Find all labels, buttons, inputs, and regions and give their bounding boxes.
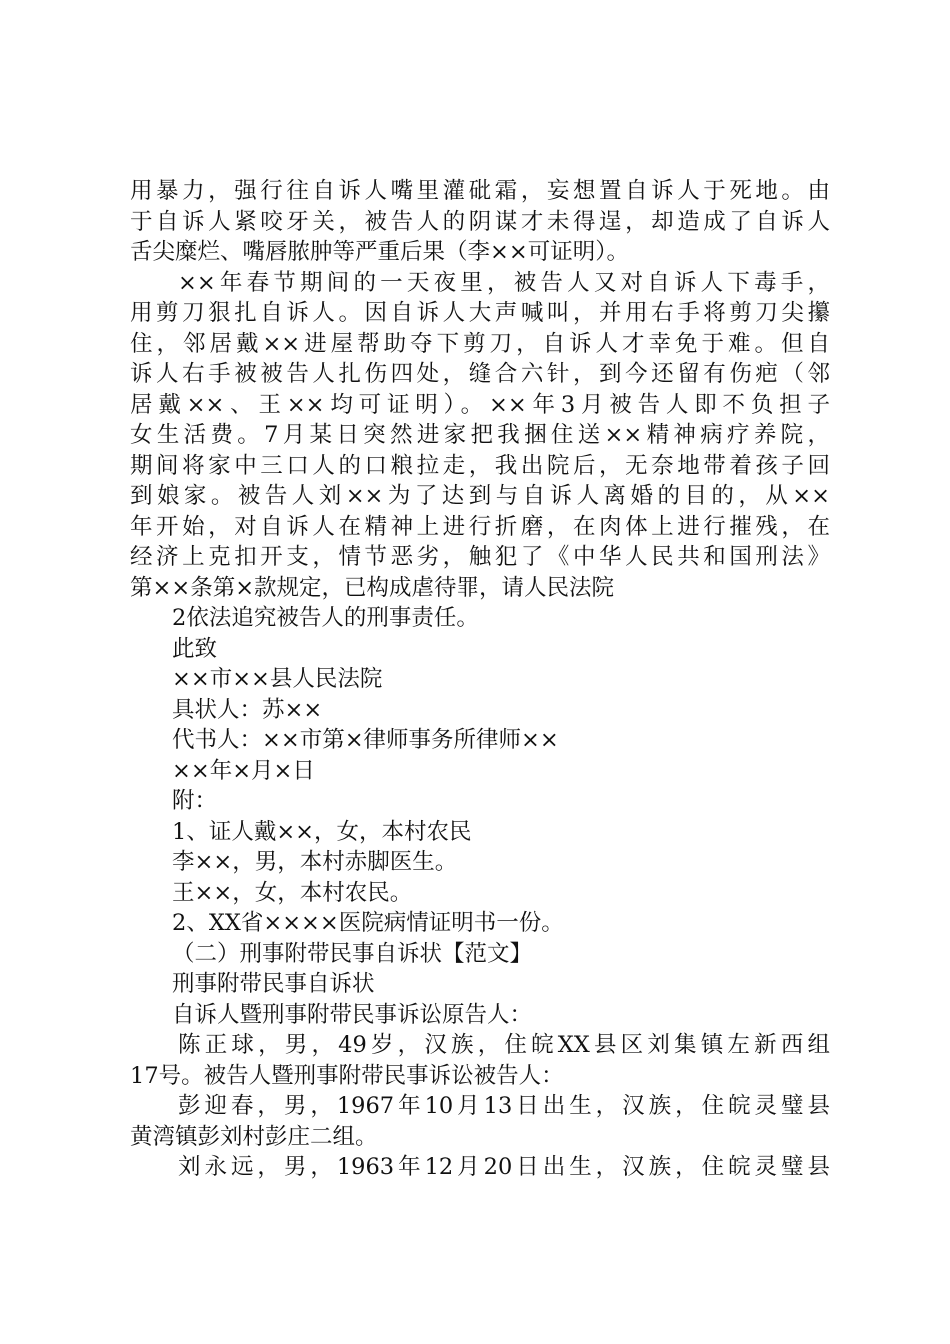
text-line: 年开始，对自诉人在精神上进行折磨，在肉体上进行摧残，在 <box>130 513 830 540</box>
text-line: 于自诉人紧咬牙关，被告人的阴谋才未得逞，却造成了自诉人 <box>130 208 830 235</box>
text-line: ××年春节期间的一天夜里，被告人又对自诉人下毒手， <box>178 269 830 296</box>
text-line: 2依法追究被告人的刑事责任。 <box>172 605 479 631</box>
text-line: 陈正球，男，49岁，汉族，住皖XX县区刘集镇左新西组 <box>178 1032 830 1058</box>
text-line: 住，邻居戴××进屋帮助夺下剪刀，自诉人才幸免于难。但自 <box>130 330 830 357</box>
text-line: 具状人：苏×× <box>172 696 323 723</box>
text-line: 17号。被告人暨刑事附带民事诉讼被告人： <box>130 1062 564 1089</box>
text-line: 女生活费。7月某日突然进家把我捆住送××精神病疗养院， <box>130 422 830 448</box>
text-line: 此致 <box>172 635 218 662</box>
text-line: 代书人：××市第×律师事务所律师×× <box>172 727 559 753</box>
text-line: 刑事附带民事自诉状 <box>172 971 375 997</box>
text-line: 用暴力，强行往自诉人嘴里灌砒霜，妄想置自诉人于死地。由 <box>130 178 830 204</box>
text-line: （二）刑事附带民事自诉状【范文】 <box>172 940 533 967</box>
document-body <box>130 176 830 1183</box>
text-line: 第××条第×款规定，已构成虐待罪，请人民法院 <box>130 574 615 601</box>
text-line: 彭迎春，男，1967年10月13日出生，汉族，住皖灵璧县 <box>178 1093 830 1119</box>
text-line: 经济上克扣开支，情节恶劣，触犯了《中华人民共和国刑法》 <box>130 544 830 570</box>
text-line: 舌尖糜烂、嘴唇脓肿等严重后果（李××可证明）。 <box>130 239 629 265</box>
text-line: 李××，男，本村赤脚医生。 <box>172 849 458 875</box>
text-line: 王××，女，本村农民。 <box>172 879 413 906</box>
text-line: 期间将家中三口人的口粮拉走，我出院后，无奈地带着孩子回 <box>130 452 830 479</box>
text-line: 用剪刀狠扎自诉人。因自诉人大声喊叫，并用右手将剪刀尖攥 <box>130 300 830 326</box>
text-line: 黄湾镇彭刘村彭庄二组。 <box>130 1123 378 1150</box>
text-line: ××市××县人民法院 <box>172 666 383 692</box>
text-line: 自诉人暨刑事附带民事诉讼原告人： <box>172 1001 533 1028</box>
text-line: 刘永远，男，1963年12月20日出生，汉族，住皖灵璧县 <box>178 1154 830 1180</box>
text-line: 居戴××、王××均可证明）。××年3月被告人即不负担子 <box>130 391 830 418</box>
text-line: 到娘家。被告人刘××为了达到与自诉人离婚的目的，从×× <box>130 483 830 509</box>
text-line: 2、XX省××××医院病情证明书一份。 <box>172 910 564 936</box>
text-line: 1、证人戴××，女，本村农民 <box>172 818 472 845</box>
text-line: 诉人右手被被告人扎伤四处，缝合六针，到今还留有伤疤（邻 <box>130 361 830 387</box>
text-line: ××年×月×日 <box>172 757 315 784</box>
text-line: 附： <box>172 788 218 814</box>
